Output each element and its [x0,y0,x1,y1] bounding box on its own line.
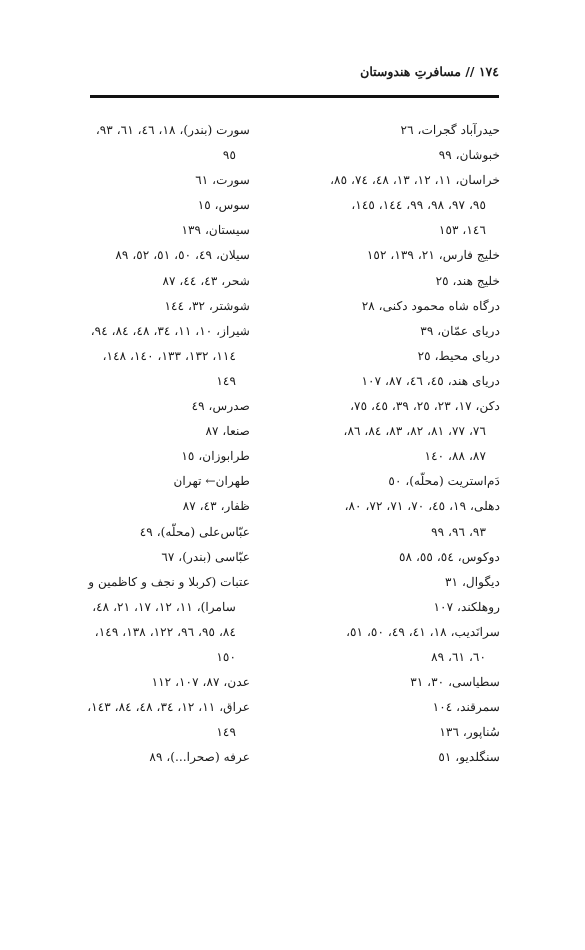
index-entry: خراسان، ١١، ١٢، ١٣، ٤٨، ٧٤، ٨٥، [330,173,500,188]
index-entry: دکن، ١٧، ٢٣، ٢٥، ٣٩، ٤٥، ٧٥، [350,399,500,414]
index-entry-continuation: ١١٤، ١٣٢، ١٣٣، ١٤٠، ١٤٨، [102,348,236,363]
index-entry: حیدرآباد گجرات، ٢٦ [400,123,500,137]
index-entry: سورت (بندر)، ١٨، ٤٦، ٦١، ٩٣، [95,123,250,137]
index-entry: طهران← تهران [173,474,250,489]
index-entry: طرابوزان، ١٥ [181,449,250,464]
index-entry: دَم‌استریت (محلّه)، ٥٠ [388,474,500,489]
index-entry: عتبات (کربلا و نجف و کاظمین و [88,574,250,589]
index-entry: ظفار، ٤٣، ٨٧ [182,499,250,514]
index-entry: سیستان، ١٣٩ [181,223,250,238]
index-entry: عراق، ١١، ١٢، ٣٤، ٤٨، ٨٤، ١٤٣، [87,700,250,715]
index-entry-continuation: ١٤٩ [216,725,236,740]
index-entry: عرفه (صحرا...)، ٨٩ [149,750,250,765]
index-column-right [300,118,500,770]
index-entry: دریای عمّان، ٣٩ [420,323,500,338]
index-entry-continuation: ١٤٩ [216,373,236,388]
index-entry-continuation: ٩٥، ٩٧، ٩٨، ٩٩، ١٤٤، ١٤٥، [351,198,486,213]
index-entry-continuation: ٧٦، ٧٧، ٨١، ٨٢، ٨٣، ٨٤، ٨٦، [343,424,486,439]
index-entry-continuation: سامرا)، ١١، ١٢، ١٧، ٢١، ٤٨، [92,599,236,614]
index-entry: دریای هند، ٤٥، ٤٦، ٨٧، ١٠٧ [361,373,500,388]
index-entry: سطیاسی، ٣٠، ٣١ [410,675,500,690]
index-entry-continuation: ٨٤، ٩٥، ٩٦، ١٢٢، ١٣٨، ١٤٩، [94,624,236,639]
index-entry-continuation: ١٥٠ [216,649,236,664]
index-entry: سورت، ٦١ [195,173,250,188]
header-rule [90,95,499,98]
index-entry: شوشتر، ٣٢، ١٤٤ [164,298,250,313]
index-entry: سرانَدیب، ١٨، ٤١، ٤٩، ٥٠، ٥١، [346,624,500,639]
index-entry: خلیج فارس، ٢١، ١٣٩، ١٥٢ [366,248,500,263]
index-entry: خلیج هند، ٢٥ [435,273,500,288]
index-entry-continuation: ٦٠، ٦١، ٨٩ [431,649,486,664]
index-entry: سنگلدیو، ٥١ [438,750,500,765]
index-entry: سوس، ١٥ [197,198,250,213]
index-entry: سیلان، ٤٩، ٥٠، ٥١، ٥٢، ٨٩ [115,248,250,263]
index-entry: عدن، ٨٧، ١٠٧، ١١٢ [151,675,250,690]
index-entry: درگاه شاه محمود دکنی، ٢٨ [361,298,500,313]
index-column-left [35,118,250,770]
index-entry: عبّاسی (بندر)، ٦٧ [161,549,250,564]
index-entry: روهلکند، ١٠٧ [433,599,500,614]
index-entry-continuation: ٩٣، ٩٦، ٩٩ [431,524,486,539]
index-entry: صدرس، ٤٩ [191,399,250,414]
index-entry-continuation: ٩٥ [222,148,236,163]
index-entry: صنعا، ٨٧ [205,424,250,439]
index-entry: شیراز، ١٠، ١١، ٣٤، ٤٨، ٨٤، ٩٤، [90,323,250,338]
index-entry: دریای محیط، ٢٥ [417,348,500,363]
index-entry-continuation: ١٤٦، ١٥٣ [438,223,486,238]
index-entry: دوکوس، ٥٤، ٥٥، ٥٨ [398,549,500,564]
index-entry-continuation: ٨٧، ٨٨، ١٤٠ [424,449,486,464]
page-header: ١٧٤ // مسافرتِ هندوستان [360,64,499,79]
index-entry: خبوشان، ٩٩ [438,148,500,163]
index-entry: دهلی، ١٩، ٤٥، ٧٠، ٧١، ٧٢، ٨٠، [344,499,500,514]
index-entry: شحر، ٤٣، ٤٤، ٨٧ [162,273,250,288]
index-entry: دیگوال، ٣١ [445,574,500,589]
index-entry: سُناپور، ١٣٦ [439,725,500,740]
index-entry: عبّاس‌علی (محلّه)، ٤٩ [139,524,250,539]
index-entry: سمرقند، ١٠٤ [432,700,500,715]
